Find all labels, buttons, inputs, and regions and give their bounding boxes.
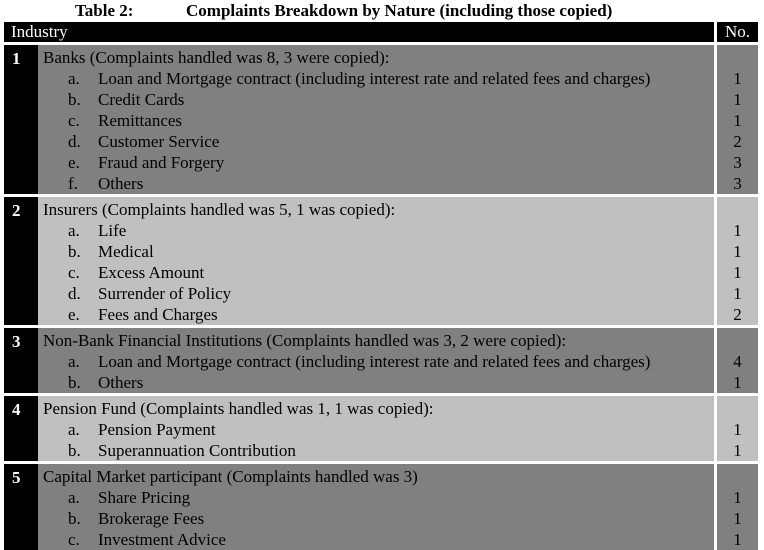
item-letter: f.: [68, 174, 78, 193]
item-count: 1: [733, 488, 742, 507]
section-number: 4: [4, 393, 38, 461]
section-counts: [714, 393, 758, 461]
list-item: [43, 440, 714, 461]
item-count: 1: [733, 441, 742, 460]
item-letter: b.: [68, 441, 81, 460]
item-count: 1: [733, 69, 742, 88]
item-text: Loan and Mortgage contract (including interest rate and related fees and charges): [98, 352, 651, 371]
list-item: [43, 89, 714, 110]
list-item: [43, 351, 714, 372]
list-item: [43, 262, 714, 283]
list-item: [43, 283, 714, 304]
table-caption: [0, 0, 764, 21]
item-count: 2: [733, 305, 742, 324]
section-number: 3: [4, 325, 38, 393]
item-count: 1: [733, 284, 742, 303]
item-text: Brokerage Fees: [98, 509, 205, 528]
item-count: 1: [733, 221, 742, 240]
item-letter: a.: [68, 420, 80, 439]
table-title: Complaints Breakdown by Nature (including those copied): [186, 1, 613, 20]
item-letter: c.: [68, 263, 80, 282]
item-text: Surrender of Policy: [98, 284, 232, 303]
item-count: 1: [733, 111, 742, 130]
item-letter: d.: [68, 284, 81, 303]
section-description: [38, 325, 714, 393]
section-heading: Pension Fund (Complaints handled was 1, 1 was copied):: [43, 399, 434, 418]
item-count: 1: [733, 263, 742, 282]
list-item: [43, 68, 714, 89]
section-heading: Insurers (Complaints handled was 5, 1 was copied):: [43, 200, 396, 219]
item-text: Others: [98, 373, 144, 392]
list-item: [43, 304, 714, 325]
header-row: [4, 22, 758, 42]
section-description: [38, 461, 714, 550]
item-count: 3: [733, 174, 742, 193]
section-row: [4, 393, 758, 461]
item-text: Loan and Mortgage contract (including interest rate and related fees and charges): [98, 69, 651, 88]
item-letter: e.: [68, 305, 80, 324]
section-heading: Non-Bank Financial Institutions (Complaints handled was 3, 2 were copied):: [43, 331, 567, 350]
item-count: 1: [733, 530, 742, 549]
item-count: 1: [733, 420, 742, 439]
section-description: [38, 42, 714, 194]
item-letter: b.: [68, 242, 81, 261]
item-letter: a.: [68, 69, 80, 88]
item-text: Pension Payment: [98, 420, 216, 439]
list-item: [43, 419, 714, 440]
table-label: Table 2:: [75, 1, 134, 20]
list-item: [43, 487, 714, 508]
section-number: 1: [4, 42, 38, 194]
item-letter: e.: [68, 153, 80, 172]
item-count: 1: [733, 373, 742, 392]
item-letter: b.: [68, 373, 81, 392]
section-counts: [714, 325, 758, 393]
item-count: 4: [733, 352, 742, 371]
list-item: [43, 529, 714, 550]
item-letter: b.: [68, 509, 81, 528]
header-industry: Industry: [4, 22, 714, 42]
item-text: Customer Service: [98, 132, 220, 151]
item-text: Share Pricing: [98, 488, 191, 507]
item-letter: c.: [68, 530, 80, 549]
list-item: [43, 131, 714, 152]
item-text: Remittances: [98, 111, 183, 130]
item-letter: d.: [68, 132, 81, 151]
item-count: 1: [733, 242, 742, 261]
item-text: Investment Advice: [98, 530, 226, 549]
item-text: Excess Amount: [98, 263, 205, 282]
section-number: 5: [4, 461, 38, 550]
list-item: [43, 152, 714, 173]
list-item: [43, 372, 714, 393]
item-count: 3: [733, 153, 742, 172]
header-no: No.: [714, 22, 758, 42]
section-number: 2: [4, 194, 38, 325]
section-row: [4, 325, 758, 393]
list-item: [43, 173, 714, 194]
list-item: [43, 110, 714, 131]
list-item: [43, 220, 714, 241]
list-item: [43, 241, 714, 262]
item-text: Life: [98, 221, 127, 240]
item-letter: c.: [68, 111, 80, 130]
item-text: Fraud and Forgery: [98, 153, 225, 172]
section-counts: [714, 194, 758, 325]
item-count: 1: [733, 509, 742, 528]
section-description: [38, 194, 714, 325]
section-row: [4, 42, 758, 194]
section-counts: [714, 461, 758, 550]
section-row: [4, 461, 758, 550]
item-text: Medical: [98, 242, 154, 261]
item-count: 2: [733, 132, 742, 151]
item-letter: a.: [68, 352, 80, 371]
item-letter: b.: [68, 90, 81, 109]
item-text: Credit Cards: [98, 90, 185, 109]
item-letter: a.: [68, 221, 80, 240]
section-counts: [714, 42, 758, 194]
section-row: [4, 194, 758, 325]
section-heading: Banks (Complaints handled was 8, 3 were copied):: [43, 48, 390, 67]
item-text: Fees and Charges: [98, 305, 218, 324]
complaints-table: [4, 22, 758, 550]
item-letter: a.: [68, 488, 80, 507]
section-heading: Capital Market participant (Complaints handled was 3): [43, 467, 418, 486]
item-text: Others: [98, 174, 144, 193]
item-text: Superannuation Contribution: [98, 441, 296, 460]
section-description: [38, 393, 714, 461]
item-count: 1: [733, 90, 742, 109]
list-item: [43, 508, 714, 529]
